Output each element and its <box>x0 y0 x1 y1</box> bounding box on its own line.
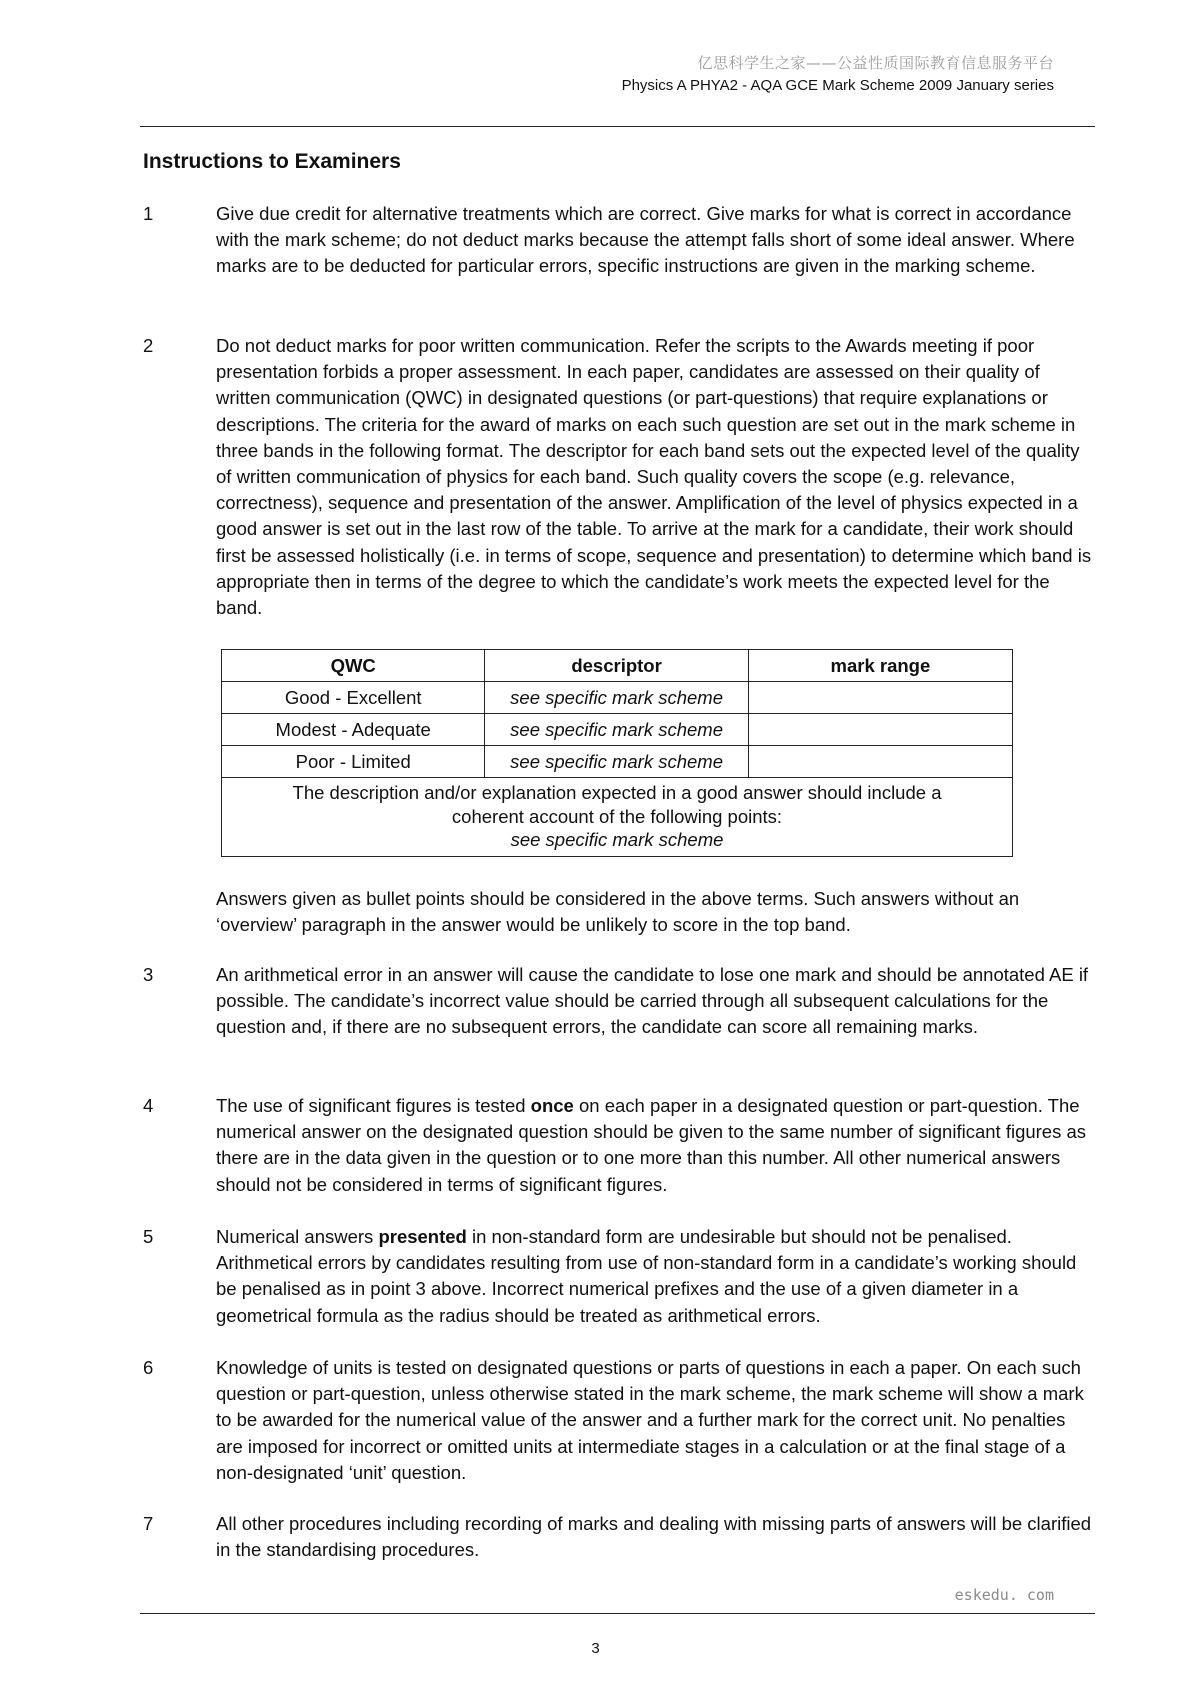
descriptor-header: descriptor <box>485 650 748 682</box>
item-text: Do not deduct marks for poor written communication. Refer the scripts to the Awards meeting if poor presentation forbids a proper assessment. In each paper, candidates are assessed on their quality of written communication (QWC) in designated questions (or part-questions) that require explanations or descriptions. The criteria for the award of marks on each such question are set out in the mark scheme in three bands in the following format. The descriptor for each band sets out the expected level of the quality of written communication of physics for each band. Such quality covers the scope (e.g. relevance, correctness), sequence and presentation of the answer. Amplification of the level of physics expected in a good answer is set out in the last row of the table. To arrive at the mark for a candidate, their work should first be assessed holistically (i.e. in terms of scope, sequence and presentation) to determine which band is appropriate then in terms of the degree to which the candidate’s work meets the expected level for the band. <box>216 335 1092 619</box>
qwc-footer <box>222 778 1013 857</box>
qwc-footer-row <box>222 778 1013 857</box>
qwc-mark-range <box>748 682 1012 714</box>
item-number: 5 <box>143 1226 154 1247</box>
instruction-item-2 <box>143 333 1093 621</box>
page-heading: Instructions to Examiners <box>143 150 401 173</box>
bullet-points-note: Answers given as bullet points should be considered in the above terms. Such answers without an ‘overview’ paragraph in the answer would be unlikely to score in the top band. <box>216 888 1020 936</box>
instruction-item-6 <box>143 1355 1093 1486</box>
qwc-mark-range <box>748 714 1012 746</box>
item-number: 1 <box>143 203 154 224</box>
instruction-item-5 <box>143 1224 1093 1329</box>
qwc-footer-line: coherent account of the following points: <box>451 805 783 827</box>
qwc-header: QWC <box>222 650 485 682</box>
mark-range-header: mark range <box>748 650 1012 682</box>
qwc-row <box>222 746 1013 778</box>
item-text <box>216 1224 1093 1329</box>
item-text: Knowledge of units is tested on designated questions or parts of questions in each a paper. On each such question or part-question, unless otherwise stated in the mark scheme, the mark scheme will show a mark to be awarded for the numerical value of the answer and a further mark for the correct unit. No penalties are imposed for incorrect or omitted units at intermediate stages in a calculation or at the final stage of a non-designated ‘unit’ question. <box>216 1357 1084 1483</box>
qwc-row <box>222 714 1013 746</box>
qwc-descriptor: see specific mark scheme <box>485 714 748 746</box>
qwc-footer-reference: see specific mark scheme <box>510 829 724 850</box>
header-divider <box>140 126 1095 127</box>
qwc-table <box>221 649 1013 857</box>
item-number: 4 <box>143 1095 154 1116</box>
item-number: 7 <box>143 1513 154 1534</box>
item-text-part: The use of significant figures is tested <box>216 1095 531 1116</box>
emphasis-once: once <box>530 1095 574 1116</box>
emphasis-presented: presented <box>378 1226 467 1247</box>
qwc-descriptor: see specific mark scheme <box>485 746 748 778</box>
instruction-item-1 <box>143 201 1093 280</box>
instruction-item-7 <box>143 1511 1093 1563</box>
qwc-descriptor: see specific mark scheme <box>485 682 748 714</box>
qwc-mark-range <box>748 746 1012 778</box>
item-text-part: in non-standard form are undesirable but should not be penalised. Arithmetical errors by candidates resulting from use of non-standard form in a candidate’s working should be penalised as in point 3 above. Incorrect numerical prefixes and the use of a given diameter in a geometrical formula as the radius should be treated as arithmetical errors. <box>216 1226 1077 1326</box>
item-text-part: Numerical answers <box>216 1226 379 1247</box>
item-text <box>216 1093 1093 1198</box>
instruction-item-4 <box>143 1093 1093 1198</box>
qwc-header-row <box>222 650 1013 682</box>
item-number: 6 <box>143 1357 154 1378</box>
header-site-name: 亿思科学生之家——公益性质国际教育信息服务平台 <box>697 54 1054 72</box>
instruction-item-3 <box>143 962 1093 1041</box>
item-number: 3 <box>143 964 154 985</box>
item-text: All other procedures including recording of marks and dealing with missing parts of answers will be clarified in the standardising procedures. <box>216 1513 1092 1561</box>
page-number: 3 <box>591 1640 600 1657</box>
item-text-part: on each paper in a designated question or part-question. The numerical answer on the designated question should be given to the same number of significant figures as there are in the data given in the question or to one more than this number. All other numerical answers should not be considered in terms of significant figures. <box>216 1095 1087 1195</box>
qwc-band: Poor - Limited <box>222 746 485 778</box>
item-text: Give due credit for alternative treatments which are correct. Give marks for what is correct in accordance with the mark scheme; do not deduct marks because the attempt falls short of some ideal answer. Where marks are to be deducted for particular errors, specific instructions are given in the marking scheme. <box>216 203 1075 277</box>
qwc-footer-line: The description and/or explanation expected in a good answer should include a <box>292 782 942 803</box>
header-doc-title: Physics A PHYA2 - AQA GCE Mark Scheme 2009 January series <box>621 77 1054 94</box>
footer-divider <box>140 1613 1095 1614</box>
qwc-band: Modest - Adequate <box>222 714 485 746</box>
item-number: 2 <box>143 335 154 356</box>
qwc-row <box>222 682 1013 714</box>
item-text: An arithmetical error in an answer will cause the candidate to lose one mark and should be annotated AE if possible. The candidate’s incorrect value should be carried through all subsequent calculations for the question and, if there are no subsequent errors, the candidate can score all remaining marks. <box>216 964 1089 1038</box>
qwc-band: Good - Excellent <box>222 682 485 714</box>
watermark: eskedu. com <box>954 1586 1054 1604</box>
